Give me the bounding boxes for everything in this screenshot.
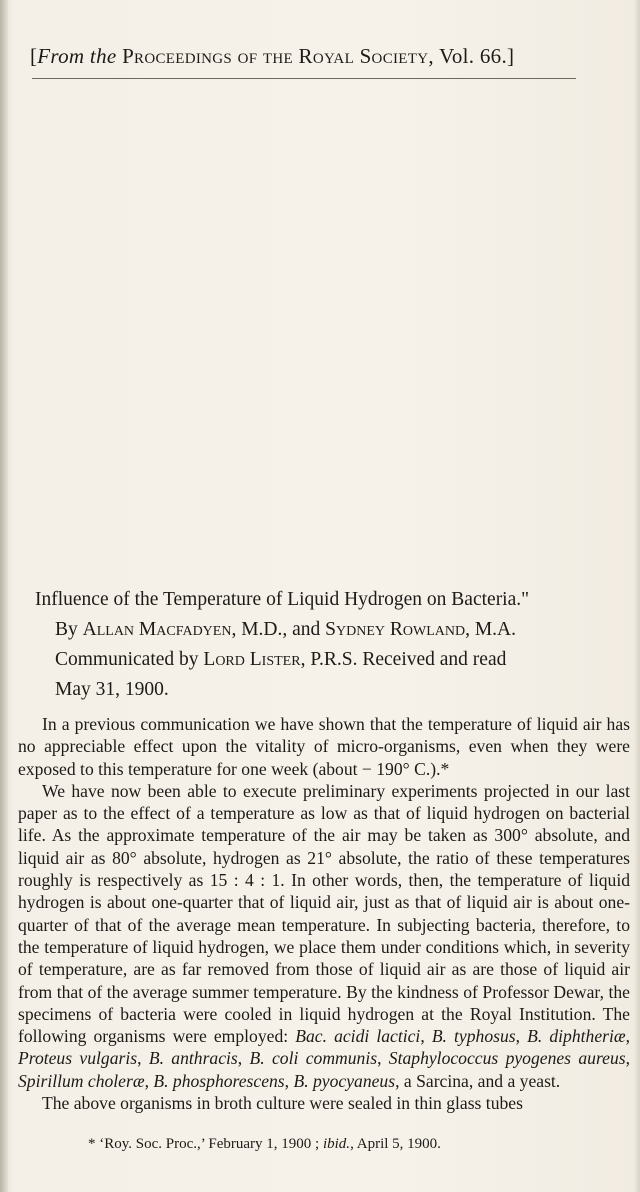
page-right-edge [634, 0, 640, 1192]
received-date: May 31, 1900. [55, 679, 169, 700]
organism-separator: , [144, 1070, 154, 1091]
organism-name: B. pyocyaneus [293, 1070, 396, 1091]
communicator-name: Lord Lister [203, 649, 301, 670]
communicated-line [35, 645, 620, 675]
footnote-date: , April 5, 1900. [350, 1136, 441, 1152]
header-close-bracket: ] [507, 44, 515, 68]
author-macfadyen: Allan Macfadyen [82, 619, 232, 640]
organism-name: B. phosphorescens [153, 1070, 285, 1091]
header-journal: Proceedings of the Royal Society, [122, 44, 434, 68]
organism-separator: , [137, 1048, 149, 1069]
by-label: By [55, 619, 78, 640]
author-rowland: Sydney Rowland [325, 619, 466, 640]
organism-name: B. diphtheriæ [527, 1026, 626, 1047]
organism-separator: , [515, 1026, 528, 1047]
author-line [35, 615, 620, 645]
footnote [88, 1136, 441, 1153]
footnote-ibid: ibid. [322, 1136, 351, 1152]
communicated-label: Communicated by [55, 649, 199, 670]
organism-name: Bac. acidi lactici [295, 1026, 421, 1047]
paragraph-1: In a previous communication we have shown that the temperature of liquid air has no appreciable effect upon the vitality of micro-organisms, even when they were exposed to this temperature for one week (about − 190° C.).* [18, 714, 630, 779]
organism-separator: , [377, 1048, 389, 1069]
paragraph-2-end: a Sarcina, and a yeast. [403, 1070, 561, 1091]
article-body [18, 713, 630, 1114]
organism-name: Staphylococcus pyogenes aureus [388, 1048, 626, 1069]
organism-separator: , [237, 1048, 250, 1069]
paragraph-2 [18, 780, 630, 1092]
footnote-mark: * [88, 1136, 96, 1152]
organism-name: B. coli communis [249, 1048, 378, 1069]
paragraph-2-text: We have now been able to execute preliminary experiments projected in our last paper as to the effect of a temperature as low as that of liquid hydrogen on bacterial life. As the approximate temperature of the air may be taken as 300° absolute, and liquid air as 80° absolute, hydrogen as 21° absolute, the ratio of these temperatures roughly is respectively as 15 : 4 : 1. In other words, then, the temperature of liquid hydrogen is about one-quarter that of liquid air, just as that of liquid air is about one-quarter of that of the average mean temperature. In subjecting bacteria, therefore, to the temperature of liquid hydrogen, we place them under conditions which, in severity of temperature, are as far removed from those of liquid air as are those of liquid air from that of the average summer temperature. By the kindness of Professor Dewar, the specimens of bacteria were cooled in liquid hydrogen at the Royal Institution. The following organisms were employed: [18, 780, 630, 1047]
header-volume: Vol. 66. [439, 44, 508, 68]
article-title: Influence of the Temperature of Liquid Hydrogen on Bacteria." [35, 589, 530, 610]
header-from: From the [37, 44, 117, 68]
header-rule [32, 78, 576, 79]
article-title-block [35, 585, 620, 705]
organism-separator: , [625, 1048, 631, 1069]
organism-separator: , [395, 1070, 404, 1091]
author1-suffix: , M.D., and [231, 619, 321, 640]
paragraph-3: The above organisms in broth culture were sealed in thin glass tubes [42, 1093, 523, 1114]
running-header [30, 44, 514, 69]
organism-separator: , [420, 1026, 432, 1047]
organism-separator: , [284, 1070, 294, 1091]
author2-suffix: , M.A. [465, 619, 517, 640]
organism-name: B. typhosus [431, 1026, 516, 1047]
organism-name: B. anthracis [148, 1048, 238, 1069]
organism-separator: , [625, 1026, 631, 1047]
organism-name: Proteus vulgaris [18, 1048, 138, 1069]
footnote-source: ‘Roy. Soc. Proc.,’ February 1, 1900 ; [99, 1136, 320, 1152]
page-binding-edge [0, 0, 8, 1192]
received-text: , P.R.S. Received and read [300, 649, 507, 670]
header-open-bracket: [ [30, 44, 38, 68]
organism-name: Spirillum choleræ [18, 1070, 145, 1091]
